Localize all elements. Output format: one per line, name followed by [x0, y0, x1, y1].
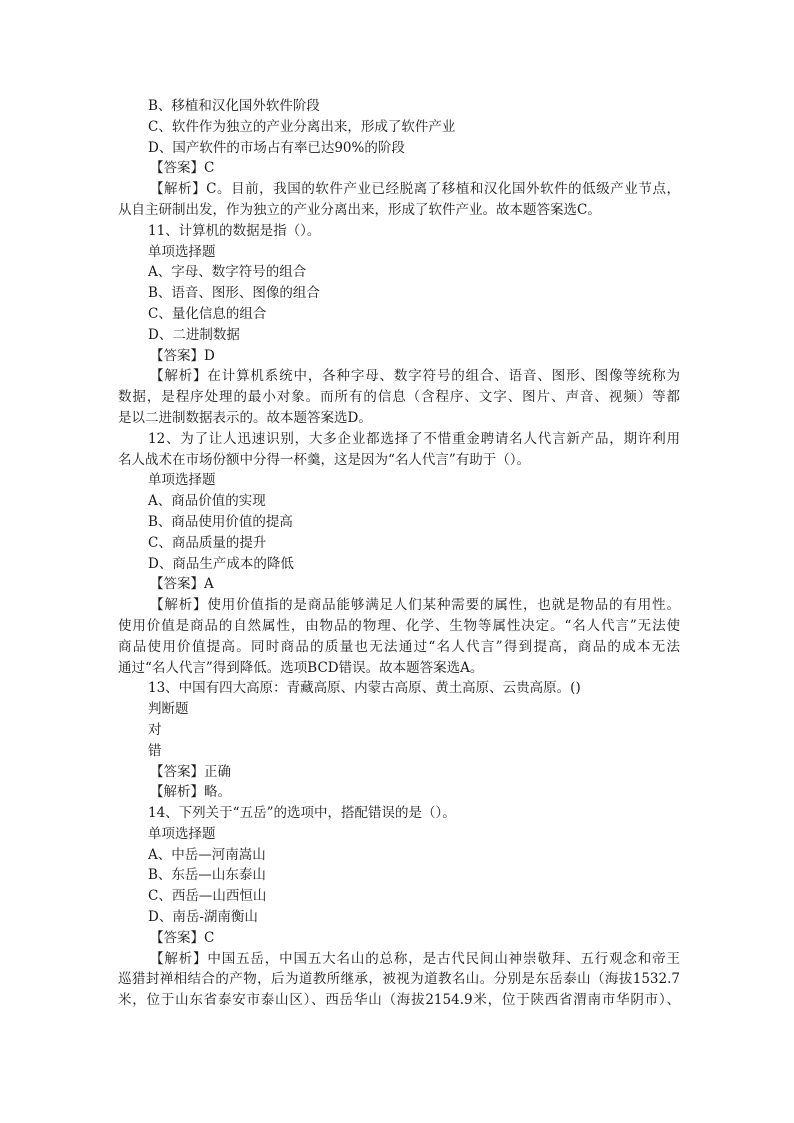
option-line: D、国产软件的市场占有率已达90%的阶段	[148, 139, 405, 156]
question-line: 13、中国有四大高原：青藏高原、内蒙古高原、黄土高原、云贵高原。()	[148, 680, 581, 697]
question-line: 12、为了让人迅速识别，大多企业都选择了不惜重金聘请名人代言新产品，期许利用	[148, 430, 680, 447]
option-line: C、西岳—山西恒山	[148, 888, 267, 905]
text-line: 单项选择题	[148, 243, 216, 260]
answer-line: 【答案】A	[150, 576, 214, 593]
text-line: 是以二进制数据表示的。故本题答案选D。	[118, 409, 372, 426]
option-line: D、南岳-湖南衡山	[148, 909, 258, 926]
option-line: B、移植和汉化国外软件阶段	[148, 98, 320, 114]
answer-line: 【答案】C	[150, 929, 215, 946]
option-line: C、量化信息的组合	[148, 305, 267, 322]
option-line: B、商品使用价值的提高	[148, 513, 293, 530]
option-line: A、字母、数字符号的组合	[148, 264, 307, 281]
text-line: 对	[148, 721, 162, 738]
option-line: C、商品质量的提升	[148, 534, 267, 551]
question-line: 14、下列关于“五岳”的选项中，搭配错误的是（）。	[148, 805, 456, 822]
document-body	[118, 96, 680, 1011]
text-line: 使用价值是商品的自然属性，由物品的物理、化学、生物等属性决定。“名人代言”无法使	[118, 617, 680, 634]
text-line: 判断题	[148, 701, 189, 718]
answer-line: 【答案】正确	[150, 763, 231, 780]
text-line: 米，位于山东省泰安市泰山区）、西岳华山（海拔2154.9米，位于陕西省渭南市华阴市）、	[118, 992, 680, 1009]
answer-line: 【答案】C	[150, 160, 215, 177]
option-line: D、商品生产成本的降低	[148, 555, 294, 572]
explanation-line: 【解析】略。	[150, 784, 231, 801]
text-line: 单项选择题	[148, 825, 216, 842]
text-line: 从自主研制出发，作为独立的产业分离出来，形成了软件产业。故本题答案选C。	[118, 201, 601, 218]
answer-line: 【答案】D	[150, 347, 215, 364]
option-line: B、语音、图形、图像的组合	[148, 285, 320, 302]
text-line: 通过“名人代言”得到降低。选项BCD错误。故本题答案选A。	[118, 659, 484, 676]
text-line: 商品使用价值提高。同时商品的质量也无法通过“名人代言”得到提高，商品的成本无法	[118, 638, 680, 655]
explanation-line: 【解析】使用价值指的是商品能够满足人们某种需要的属性，也就是物品的有用性。	[150, 597, 680, 614]
question-line: 11、计算机的数据是指（）。	[148, 222, 321, 239]
text-line: 巡猎封禅相结合的产物，后为道教所继承，被视为道教名山。分别是东岳泰山（海拔1532.7	[118, 971, 680, 988]
option-line: A、中岳—河南嵩山	[148, 846, 266, 863]
explanation-line: 【解析】中国五岳，中国五大名山的总称，是古代民间山神崇敬拜、五行观念和帝王	[150, 950, 680, 967]
text-line: 数据，是程序处理的最小对象。而所有的信息（含程序、文字、图片、声音、视频）等都	[118, 389, 680, 406]
explanation-line: 【解析】在计算机系统中，各种字母、数字符号的组合、语音、图形、图像等统称为	[150, 368, 680, 385]
text-line: 名人战术在市场份额中分得一杯羹，这是因为“名人代言”有助于（）。	[118, 451, 531, 468]
option-line: B、东岳—山东泰山	[148, 867, 266, 884]
option-line: A、商品价值的实现	[148, 493, 266, 510]
option-line: D、二进制数据	[148, 326, 240, 343]
explanation-line: 【解析】C。目前，我国的软件产业已经脱离了移植和汉化国外软件的低级产业节点，	[150, 181, 680, 198]
text-line: 错	[148, 742, 162, 759]
text-line: 单项选择题	[148, 472, 216, 489]
option-line: C、软件作为独立的产业分离出来，形成了软件产业	[148, 118, 456, 135]
